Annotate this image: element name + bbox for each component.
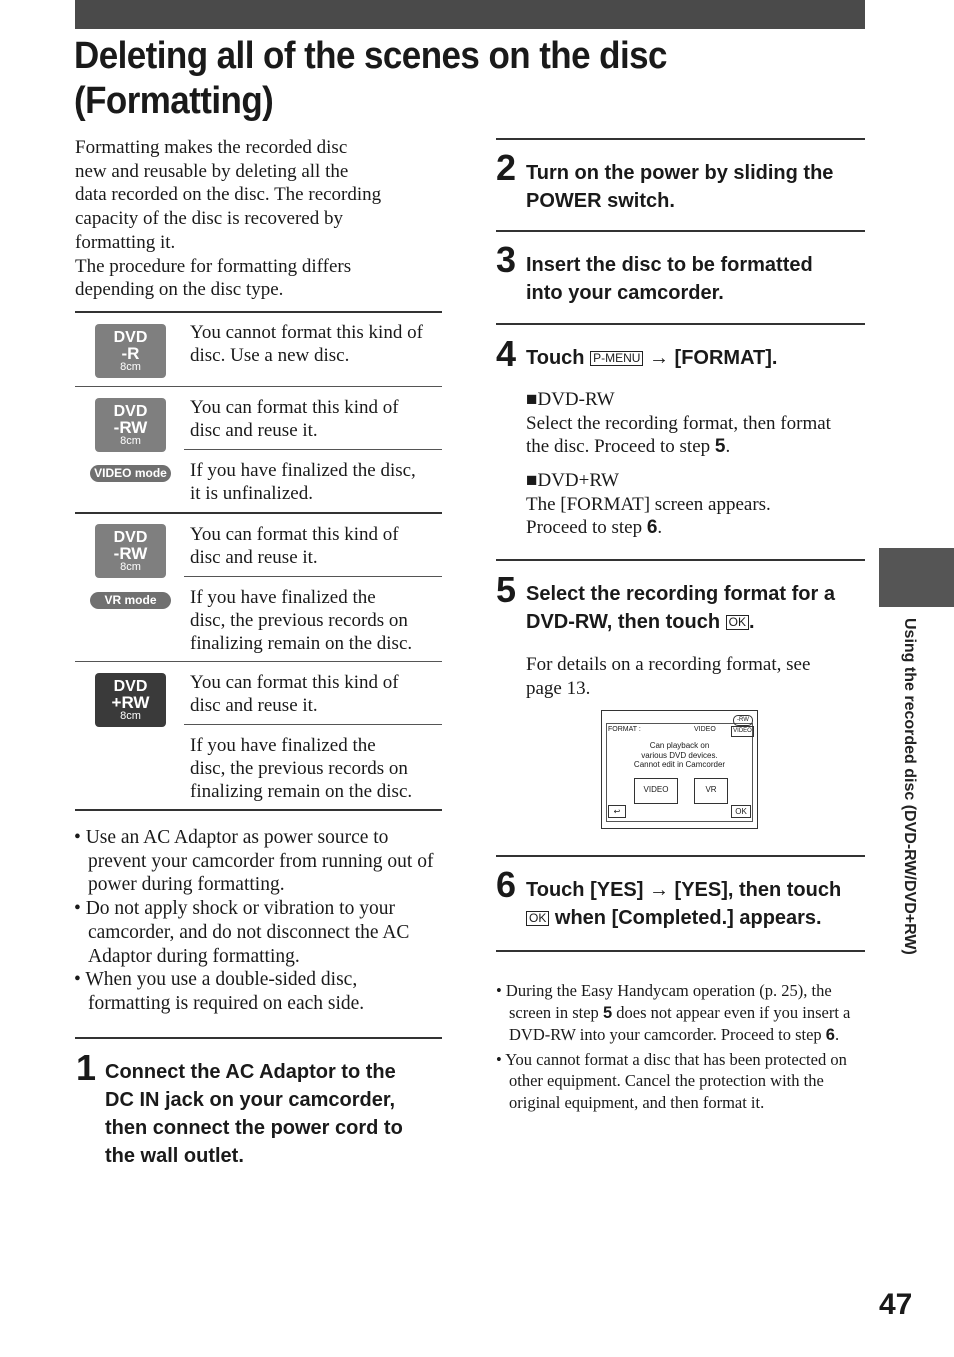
back-icon[interactable]: ↩ <box>608 805 626 818</box>
dvd-plus-rw-description: You can format this kind of disc and reuse it. <box>190 672 399 716</box>
dvd-plus-rw-icon: DVD +RW 8cm <box>95 673 166 727</box>
p-menu-button: P-MENU <box>590 351 643 366</box>
intro-line: Formatting makes the recorded disc <box>75 137 348 158</box>
row-divider <box>75 512 442 514</box>
step-5-detail: For details on a recording format, see page 13. <box>526 654 811 699</box>
step-divider <box>75 1037 442 1039</box>
step-divider <box>496 230 865 232</box>
step-number-4: 4 <box>496 333 517 374</box>
intro-line: formatting it. <box>75 231 176 253</box>
dvd-rw-vr-description: You can format this kind of disc and reuse it. <box>190 524 399 568</box>
format-screen-illustration <box>601 710 758 829</box>
dvd-r-description: You cannot format this kind of disc. Use a new disc. <box>190 322 423 366</box>
rw-disc-icon: -RW <box>733 715 753 726</box>
intro-line: capacity of the disc is recovered by <box>75 208 343 230</box>
row-divider <box>75 386 442 387</box>
row-divider <box>184 724 442 725</box>
ok-button: OK <box>726 615 749 630</box>
dvd-rw-icon: DVD -RW 8cm <box>95 398 166 452</box>
list-item: • When you use a double-sided disc, formatting is required on each side. <box>74 969 365 1014</box>
vr-format-button[interactable]: VR <box>694 778 728 804</box>
video-mode-badge: VIDEO mode <box>90 465 171 482</box>
arrow-right-icon: → <box>648 879 669 901</box>
intro-line: data recorded on the disc. The recording <box>75 184 382 206</box>
dvd-r-icon: DVD -R 8cm <box>95 324 166 378</box>
step-divider <box>496 855 865 857</box>
title-line-2: (Formatting) <box>74 80 274 122</box>
list-item: • Use an AC Adaptor as power source to prevent your camcorder from running out of power during formatting. <box>74 827 434 896</box>
step-5-text: Select the recording format for a DVD-RW, then touch OK . <box>526 583 835 633</box>
list-item: • Do not apply shock or vibration to your camcorder, and do not disconnect the AC Adaptor during formatting. <box>74 898 410 967</box>
table-bottom-rule <box>75 809 442 811</box>
dvd-plus-rw-instruction: ■DVD+RW The [FORMAT] screen appears. Proceed to step 6. <box>526 470 771 538</box>
section-tab <box>879 548 954 607</box>
step-divider <box>496 138 865 140</box>
table-top-rule <box>75 311 442 313</box>
ok-button: OK <box>526 911 549 926</box>
list-item: • During the Easy Handycam operation (p. 25), the screen in step 5 does not appear even if you insert a DVD-RW into your camcorder. Proceed to step 6. <box>496 981 851 1044</box>
step-number-2: 2 <box>496 147 517 188</box>
row-divider <box>184 576 442 577</box>
video-format-button[interactable]: VIDEO <box>634 778 678 804</box>
dvd-rw-video-description: You can format this kind of disc and reuse it. <box>190 397 399 441</box>
page-title <box>74 34 773 124</box>
step-divider <box>496 559 865 561</box>
step-1-text: Connect the AC Adaptor to the DC IN jack on your camcorder, then connect the power cord to the wall outlet. <box>105 1061 403 1167</box>
step-divider <box>496 950 865 952</box>
screen-format-label: FORMAT : <box>608 726 641 733</box>
dvd-rw-video-finalized-note: If you have finalized the disc, it is unfinalized. <box>190 460 416 504</box>
step-number-1: 1 <box>76 1047 97 1088</box>
step-number-6: 6 <box>496 864 517 905</box>
square-bullet-icon: ■ <box>526 470 538 491</box>
step-number-5: 5 <box>496 569 517 610</box>
screen-message: Can playback on various DVD devices. Cannot edit in Camcorder <box>633 741 726 769</box>
screen-video-label: VIDEO <box>694 726 716 733</box>
row-divider <box>184 449 442 450</box>
step-2-text: Turn on the power by sliding the POWER switch. <box>526 162 834 212</box>
notes-list <box>496 980 866 1115</box>
arrow-right-icon: → <box>648 347 669 369</box>
title-line-1: Deleting all of the scenes on the disc <box>74 35 667 77</box>
header-bar <box>75 0 865 29</box>
intro-line: new and reusable by deleting all the <box>75 160 349 182</box>
dvd-plus-rw-finalized-note: If you have finalized the disc, the previous records on finalizing remain on the disc. <box>190 735 413 802</box>
intro-line: depending on the disc type. <box>75 279 284 301</box>
list-item: • You cannot format a disc that has been protected on other equipment. Cancel the protection with the original equipment, and then format it. <box>496 1049 847 1112</box>
caution-list <box>74 826 444 1016</box>
dvd-rw-vr-finalized-note: If you have finalized the disc, the previous records on finalizing remain on the disc. <box>190 587 413 654</box>
page-number: 47 <box>879 1288 913 1321</box>
step-6-text: Touch [YES] → [YES], then touch OK when [Completed.] appears. <box>526 879 842 929</box>
intro-paragraph <box>75 136 435 302</box>
intro-line: The procedure for formatting differs <box>75 255 352 277</box>
row-divider <box>75 661 442 662</box>
dvd-rw-icon: DVD -RW 8cm <box>95 524 166 578</box>
step-number-3: 3 <box>496 239 517 280</box>
section-label: Using the recorded disc (DVD-RW/DVD+RW) <box>901 618 918 955</box>
step-divider <box>496 323 865 325</box>
video-mode-icon: VIDEO <box>731 726 754 737</box>
square-bullet-icon: ■ <box>526 389 538 410</box>
screen-ok-button[interactable]: OK <box>731 805 751 818</box>
vr-mode-badge: VR mode <box>90 592 171 609</box>
dvd-rw-instruction: ■DVD-RW Select the recording format, then format the disc. Proceed to step 5. <box>526 389 831 457</box>
step-3-text: Insert the disc to be formatted into your camcorder. <box>526 254 813 304</box>
step-4-text: Touch P-MENU → [FORMAT]. <box>526 347 778 369</box>
